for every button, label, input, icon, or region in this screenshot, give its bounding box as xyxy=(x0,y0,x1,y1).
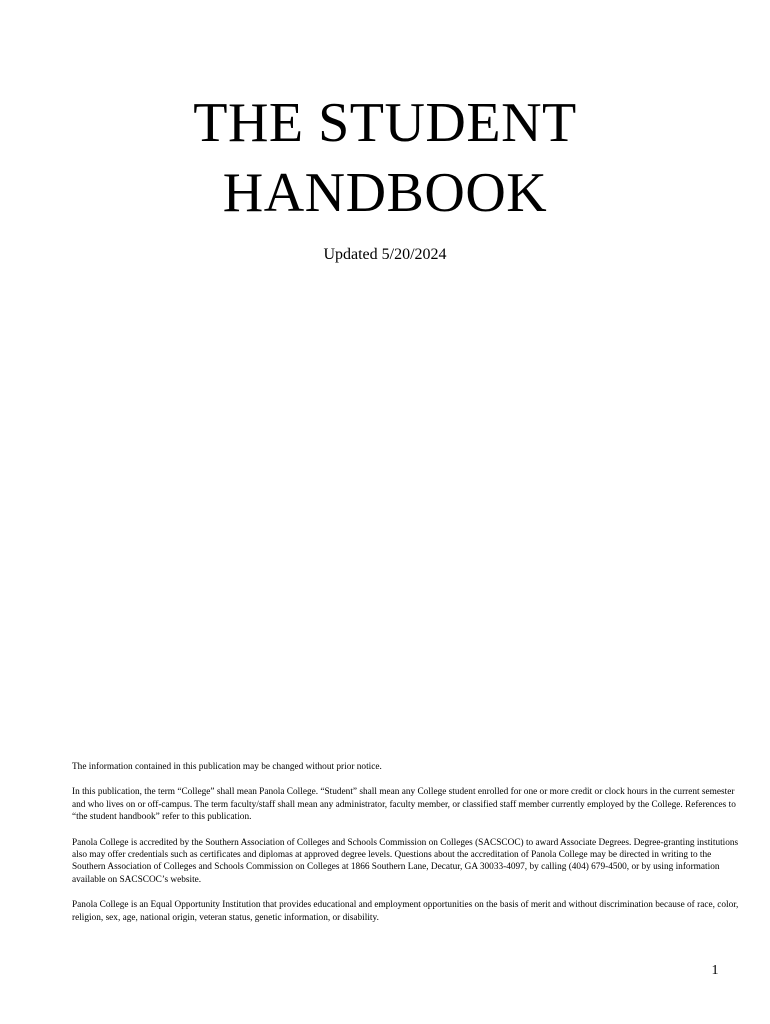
notice-definitions: In this publication, the term “College” shall mean Panola College. “Student” shall mean any College student enrolled for one or more credit or clock hours in the current semester and who lives on or off-campus. The term faculty/staff shall mean any administrator, faculty member, or classified staff member currently employed by the College. References to “the student handbook” refer to this publication. xyxy=(72,787,736,823)
notice-accreditation: Panola College is accredited by the Southern Association of Colleges and Schools Commission on Colleges (SACSCOC) to award Associate Degrees. Degree-granting institutions also may offer credentials such as certificates and diplomas at approved degree levels. Questions about the accreditation of Panola College may be directed in writing to the Southern Association of Colleges and Schools Commission on Colleges at 1866 Southern Lane, Decatur, GA 30033-4097, by calling (404) 679-4500, or by using information available on SACSCOC’s website. xyxy=(72,837,739,885)
page-number: 1 xyxy=(711,963,719,978)
notice-change-without-notice: The information contained in this publication may be changed without prior notice. xyxy=(72,762,382,772)
updated-date: Updated 5/20/2024 xyxy=(323,246,447,263)
notice-equal-opportunity: Panola College is an Equal Opportunity Institution that provides educational and employment opportunities on the basis of merit and without discrimination because of race, color, religion, sex, age, national origin, veteran status, genetic information, or disability. xyxy=(72,900,739,923)
page-title xyxy=(0,88,770,228)
title-line-1: THE STUDENT xyxy=(193,92,577,154)
fine-print-section xyxy=(72,761,740,937)
title-line-2: HANDBOOK xyxy=(222,162,548,224)
